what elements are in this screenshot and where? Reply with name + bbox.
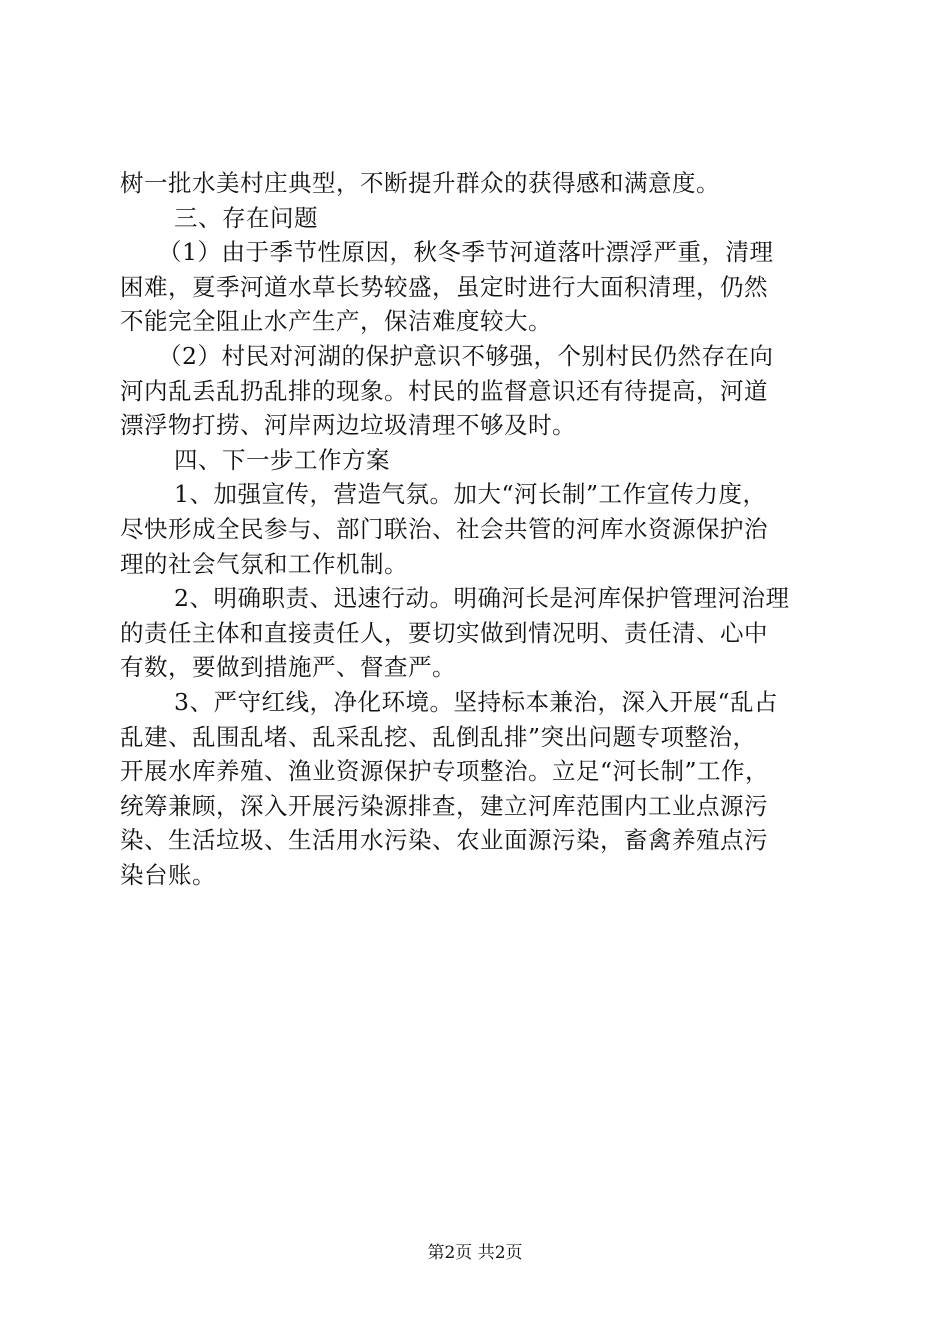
text-line: 不能完全阻止水产生产，保洁难度较大。 [120,307,552,336]
text-line: 染台账。 [120,860,216,889]
text-line: 树一批水美村庄典型，不断提升群众的获得感和满意度。 [120,169,720,197]
page-number-footer: 第2页 共2页 [427,1243,523,1263]
text-line: 有数，要做到措施严、督查严。 [120,653,456,682]
text-line: 河内乱丢乱扔乱排的现象。村民的监督意识还有待提高，河道 [120,376,768,405]
text-line: 尽快形成全民参与、部门联治、社会共管的河库水资源保护治 [120,514,768,543]
text-line: 漂浮物打捞、河岸两边垃圾清理不够及时。 [120,411,576,440]
text-line: 开展水库养殖、渔业资源保护专项整治。立足“河长制”工作， [120,757,770,786]
section-heading-next-steps: 四、下一步工作方案 [174,445,390,474]
text-line: （1）由于季节性原因，秋冬季节河道落叶漂浮严重，清理 [158,238,774,267]
text-line: 2、明确职责、迅速行动。明确河长是河库保护管理河治理 [174,584,790,613]
section-heading-problems: 三、存在问题 [174,203,318,232]
text-line: 染、生活垃圾、生活用水污染、农业面源污染，畜禽养殖点污 [120,826,768,855]
document-body [120,166,836,892]
text-line: 乱建、乱围乱堵、乱采乱挖、乱倒乱排”突出问题专项整治， [120,722,757,751]
text-line: 理的社会气氛和工作机制。 [120,549,408,578]
text-line: 的责任主体和直接责任人，要切实做到情况明、责任清、心中 [120,618,768,647]
text-line: （2）村民对河湖的保护意识不够强，个别村民仍然存在向 [158,341,774,370]
text-line: 3、严守红线，净化环境。坚持标本兼治，深入开展“乱占 [174,687,778,716]
text-line: 1、加强宣传，营造气氛。加大“河长制”工作宣传力度， [174,480,767,509]
text-line: 统筹兼顾，深入开展污染源排查，建立河库范围内工业点源污 [120,791,768,820]
text-line: 困难，夏季河道水草长势较盛，虽定时进行大面积清理，仍然 [120,272,768,301]
